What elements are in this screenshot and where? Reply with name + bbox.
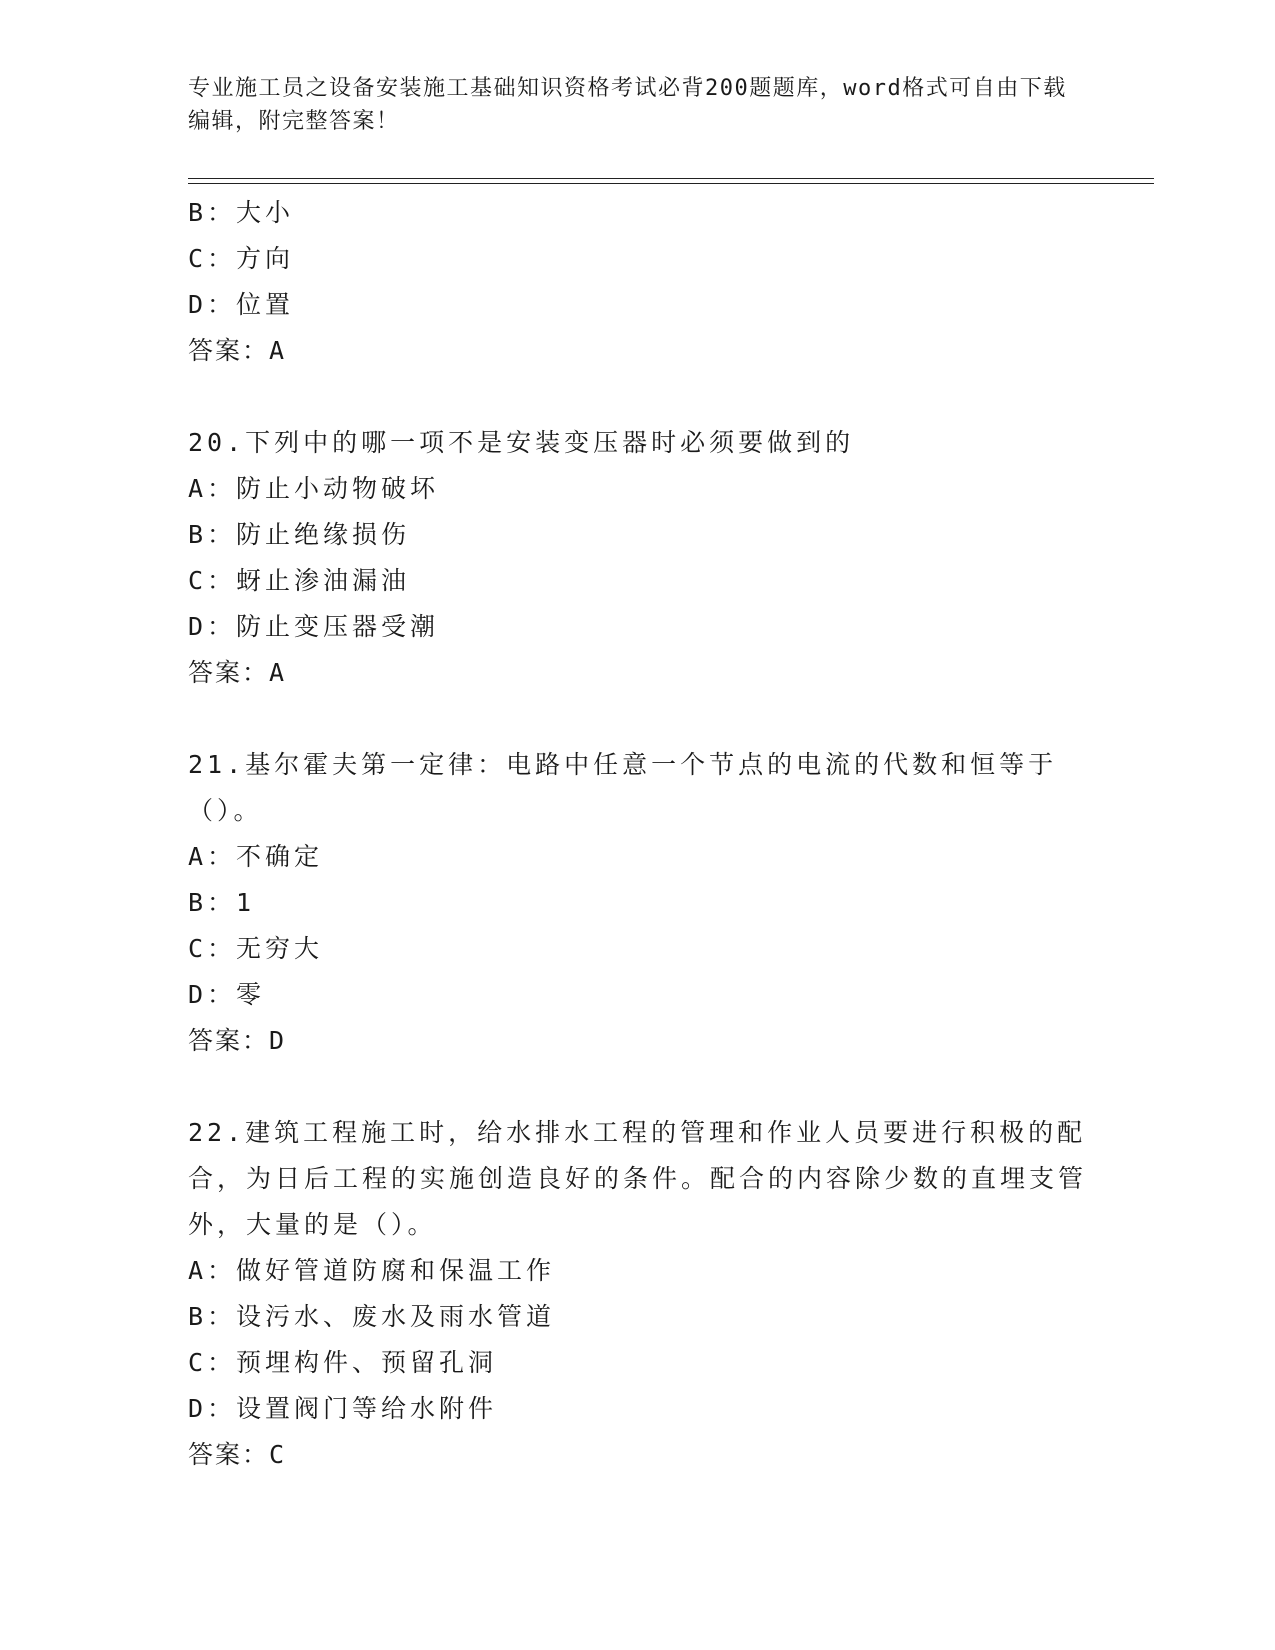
spacer [188,1064,1088,1110]
option-a: A：做好管道防腐和保温工作 [188,1256,556,1285]
option-d: D：设置阀门等给水附件 [188,1394,498,1423]
question-text: 21.基尔霍夫第一定律：电路中任意一个节点的电流的代数和恒等于（）。 [188,750,1058,825]
header-divider-bottom [188,183,1154,184]
question-text: 22.建筑工程施工时，给水排水工程的管理和作业人员要进行积极的配合，为日后工程的实施创造良好的条件。配合的内容除少数的直埋支管外，大量的是（）。 [188,1118,1088,1239]
question-block-20 [188,420,1088,696]
option-c: C：无穷大 [188,934,324,963]
answer-line: 答案：A [188,336,287,365]
question-text: 20.下列中的哪一项不是安装变压器时必须要做到的 [188,428,855,457]
answer-line: 答案：D [188,1026,287,1055]
question-block-19 [188,190,1088,374]
header-title: 专业施工员之设备安装施工基础知识资格考试必背200题题库，word格式可自由下载编辑，附完整答案！ [188,76,1067,134]
spacer [188,696,1088,742]
question-block-22 [188,1110,1088,1478]
question-block-21 [188,742,1088,1064]
option-c: C：蚜止渗油漏油 [188,566,411,595]
spacer [188,374,1088,420]
option-d: D：零 [188,980,266,1009]
option-b: B：大小 [188,198,295,227]
option-d: D：防止变压器受潮 [188,612,440,641]
header-divider-top [188,178,1154,179]
option-c: C：预埋构件、预留孔洞 [188,1348,498,1377]
document-header [188,72,1088,138]
option-b: B：1 [188,888,256,917]
option-c: C：方向 [188,244,295,273]
option-a: A：防止小动物破坏 [188,474,440,503]
option-d: D：位置 [188,290,295,319]
option-b: B：防止绝缘损伤 [188,520,411,549]
option-a: A：不确定 [188,842,324,871]
answer-line: 答案：C [188,1440,287,1469]
question-list [188,190,1088,1478]
answer-line: 答案：A [188,658,287,687]
option-b: B：设污水、废水及雨水管道 [188,1302,556,1331]
